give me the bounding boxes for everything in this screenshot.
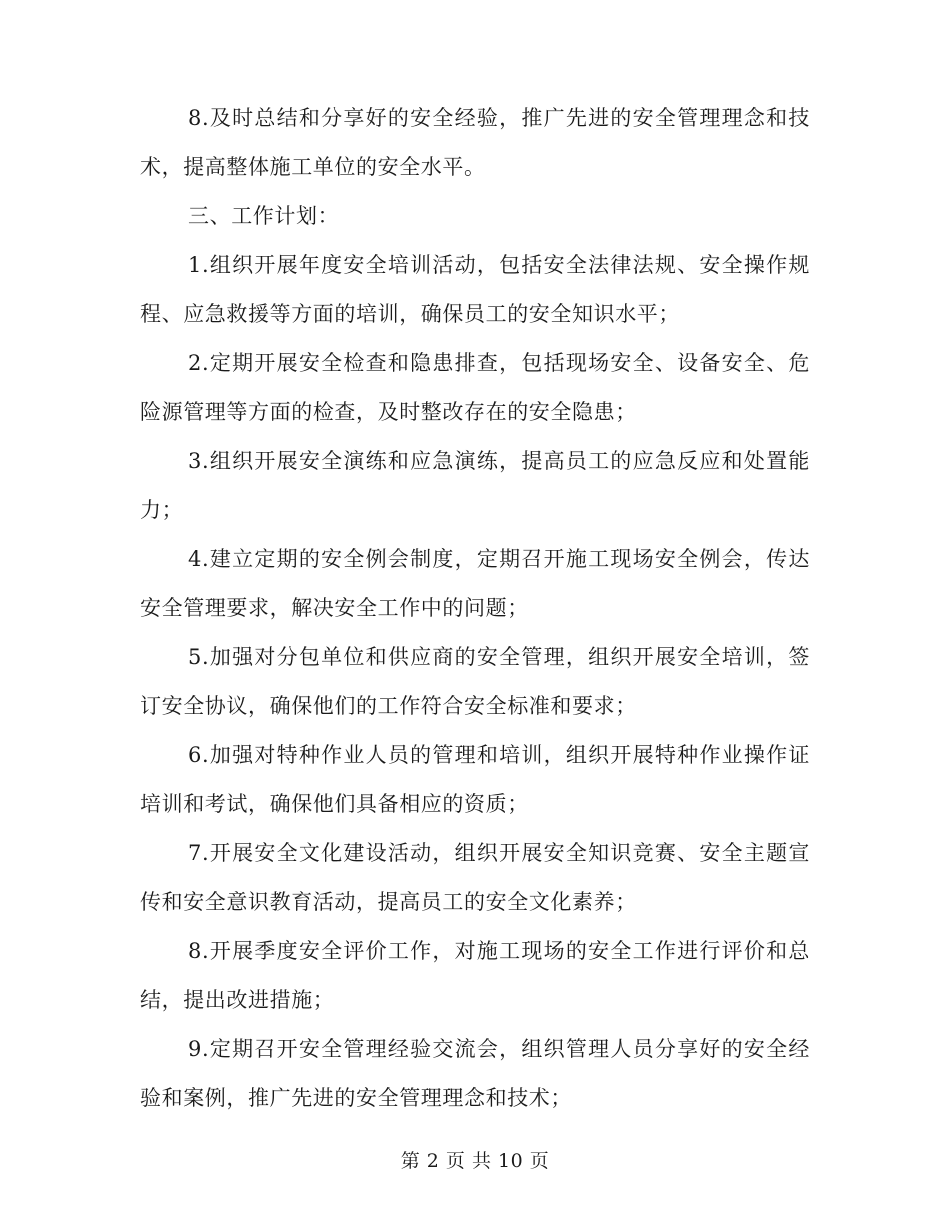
plan-item-5: 5.加强对分包单位和供应商的安全管理，组织开展安全培训，签订安全协议，确保他们的工作符合安全标准和要求； bbox=[140, 645, 810, 718]
plan-item-1: 1.组织开展年度安全培训活动，包括安全法律法规、安全操作规程、应急救援等方面的培训，确保员工的安全知识水平； bbox=[140, 253, 810, 326]
plan-item-9: 9.定期召开安全管理经验交流会，组织管理人员分享好的安全经验和案例，推广先进的安全管理理念和技术； bbox=[140, 1037, 810, 1110]
plan-item-2: 2.定期开展安全检查和隐患排查，包括现场安全、设备安全、危险源管理等方面的检查，及时整改存在的安全隐患； bbox=[140, 351, 810, 424]
plan-item-7: 7.开展安全文化建设活动，组织开展安全知识竞赛、安全主题宣传和安全意识教育活动，提高员工的安全文化素养； bbox=[140, 841, 810, 914]
document-body bbox=[140, 94, 810, 1123]
page-footer: 第 2 页 共 10 页 bbox=[400, 1150, 550, 1172]
paragraph-summary-item-8: 8.及时总结和分享好的安全经验，推广先进的安全管理理念和技术，提高整体施工单位的安全水平。 bbox=[140, 106, 810, 179]
section-heading-work-plan: 三、工作计划： bbox=[188, 204, 340, 228]
plan-item-8: 8.开展季度安全评价工作，对施工现场的安全工作进行评价和总结，提出改进措施； bbox=[140, 939, 810, 1012]
plan-item-6: 6.加强对特种作业人员的管理和培训，组织开展特种作业操作证培训和考试，确保他们具备相应的资质； bbox=[140, 743, 810, 816]
plan-item-4: 4.建立定期的安全例会制度，定期召开施工现场安全例会，传达安全管理要求，解决安全工作中的问题； bbox=[140, 547, 810, 620]
plan-item-3: 3.组织开展安全演练和应急演练，提高员工的应急反应和处置能力； bbox=[140, 449, 810, 522]
